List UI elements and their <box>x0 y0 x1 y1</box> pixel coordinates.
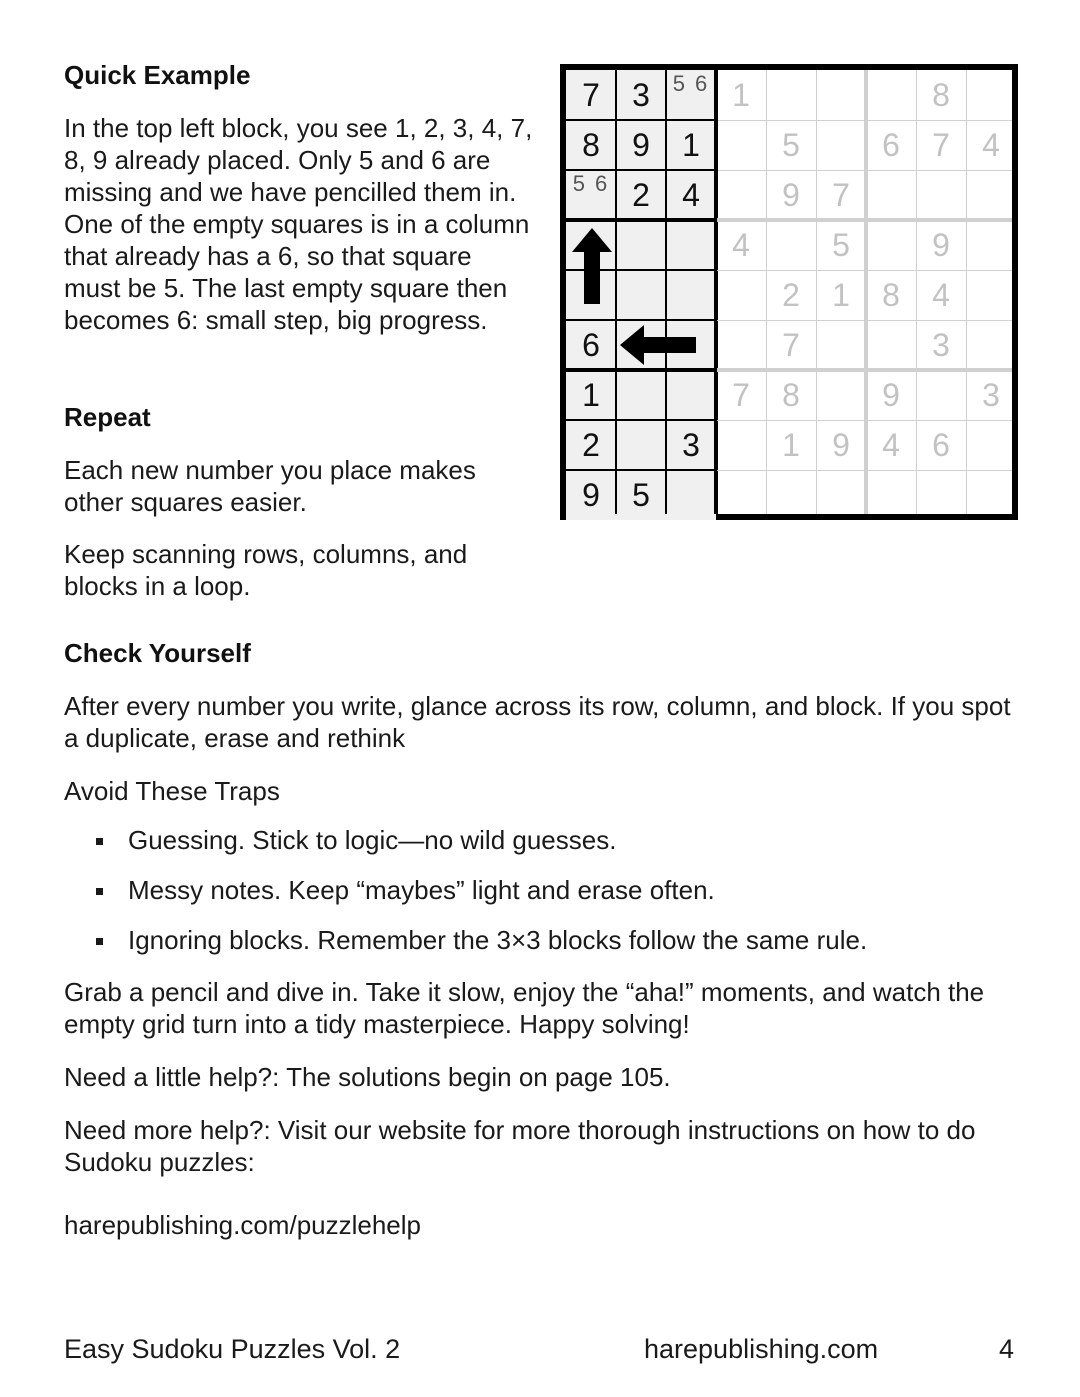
sudoku-cell[interactable] <box>716 170 766 220</box>
cell-digit: 1 <box>782 427 800 463</box>
cell-digit: 8 <box>932 77 950 113</box>
cell-digit: 1 <box>832 277 850 313</box>
sudoku-cell[interactable] <box>866 320 916 370</box>
sudoku-cell[interactable] <box>766 120 816 170</box>
grid-line <box>714 70 718 514</box>
sudoku-cell[interactable] <box>666 370 716 420</box>
sudoku-cell[interactable] <box>616 170 666 220</box>
sudoku-cell[interactable] <box>566 470 616 520</box>
sudoku-cell[interactable] <box>766 70 816 120</box>
cell-digit: 9 <box>832 427 850 463</box>
cell-digit: 9 <box>932 227 950 263</box>
cell-digit: 8 <box>882 277 900 313</box>
sudoku-cell[interactable] <box>916 70 966 120</box>
sudoku-cell[interactable] <box>716 320 766 370</box>
cell-digit: 4 <box>732 227 750 263</box>
cell-digit: 3 <box>632 77 650 113</box>
sudoku-cell[interactable] <box>966 470 1016 520</box>
sudoku-cell[interactable] <box>866 70 916 120</box>
sudoku-cell[interactable] <box>916 320 966 370</box>
grid-line <box>717 470 1012 471</box>
trap-text: Guessing. Stick to logic—no wild guesses. <box>128 825 617 855</box>
footer-book-title: Easy Sudoku Puzzles Vol. 2 <box>64 1334 401 1364</box>
sudoku-cell[interactable] <box>716 270 766 320</box>
cell-digit: 9 <box>582 477 600 513</box>
cell-digit: 7 <box>582 77 600 113</box>
cell-digit: 7 <box>732 377 750 413</box>
square-bullet-icon <box>96 938 103 945</box>
sudoku-cell[interactable] <box>866 370 916 420</box>
cell-digit: 1 <box>732 77 750 113</box>
grid-line <box>717 420 1012 421</box>
sudoku-cell[interactable] <box>766 370 816 420</box>
sudoku-cell[interactable] <box>766 320 816 370</box>
cell-digit: 5 <box>832 227 850 263</box>
sudoku-cell[interactable] <box>866 170 916 220</box>
sudoku-cell[interactable] <box>716 70 766 120</box>
sudoku-cell[interactable] <box>566 370 616 420</box>
up-arrow-icon <box>570 226 614 306</box>
grid-line <box>816 70 817 514</box>
sudoku-cell[interactable] <box>616 120 666 170</box>
sudoku-cell[interactable] <box>866 270 916 320</box>
cell-digit: 7 <box>932 127 950 163</box>
sudoku-cell[interactable] <box>666 70 716 120</box>
sudoku-cell[interactable] <box>966 220 1016 270</box>
sudoku-cell[interactable] <box>966 120 1016 170</box>
sudoku-cell[interactable] <box>566 320 616 370</box>
footer-site[interactable]: harepublishing.com <box>644 1334 879 1364</box>
grid-line <box>566 469 716 471</box>
sudoku-cell[interactable] <box>716 120 766 170</box>
grid-line <box>566 319 716 321</box>
sudoku-cell[interactable] <box>866 470 916 520</box>
cell-digit: 4 <box>982 127 1000 163</box>
sudoku-cell[interactable] <box>616 470 666 520</box>
sudoku-cell[interactable] <box>816 70 866 120</box>
trap-text: Ignoring blocks. Remember the 3×3 blocks follow the same rule. <box>128 925 868 955</box>
cell-digit: 6 <box>932 427 950 463</box>
sudoku-cell[interactable] <box>816 170 866 220</box>
sudoku-cell[interactable] <box>766 420 816 470</box>
grid-line <box>566 218 716 222</box>
footer-page-number: 4 <box>999 1334 1015 1364</box>
grid-line <box>864 70 868 514</box>
repeat-heading: Repeat <box>64 402 151 432</box>
sudoku-cell[interactable] <box>716 370 766 420</box>
closing-paragraph: Grab a pencil and dive in. Take it slow, enjoy the “aha!” moments, and watch the empty grid turn into a tidy masterpiece. Happy solving! <box>64 977 985 1039</box>
sudoku-cell[interactable] <box>766 470 816 520</box>
help-url-link[interactable]: harepublishing.com/puzzlehelp <box>64 1210 422 1240</box>
cell-digit: 9 <box>782 177 800 213</box>
grid-line <box>615 70 617 514</box>
square-bullet-icon <box>96 888 103 895</box>
sudoku-cell[interactable] <box>616 270 666 320</box>
grid-line <box>566 169 716 171</box>
sudoku-cell[interactable] <box>666 170 716 220</box>
sudoku-cell[interactable] <box>666 470 716 520</box>
sudoku-cell[interactable] <box>566 70 616 120</box>
cell-digit: 1 <box>682 127 700 163</box>
traps-list <box>96 824 1026 974</box>
sudoku-cell[interactable] <box>816 220 866 270</box>
sudoku-cell[interactable] <box>916 370 966 420</box>
grid-line <box>916 70 917 514</box>
sudoku-cell[interactable] <box>966 270 1016 320</box>
help-paragraph-1: Need a little help?: The solutions begin on page 105. <box>64 1062 671 1092</box>
list-item <box>96 874 1026 906</box>
list-item <box>96 924 1026 956</box>
sudoku-cell[interactable] <box>566 420 616 470</box>
sudoku-cell[interactable] <box>666 120 716 170</box>
cell-digit: 5 <box>632 477 650 513</box>
trap-text: Messy notes. Keep “maybes” light and erase often. <box>128 875 715 905</box>
left-arrow-icon <box>618 323 698 367</box>
grid-line <box>566 119 716 121</box>
help-paragraph-2: Need more help?: Visit our website for more thorough instructions on how to do Sudoku puzzles: <box>64 1115 976 1177</box>
cell-digit: 3 <box>682 427 700 463</box>
sudoku-cell[interactable] <box>816 420 866 470</box>
cell-digit: 2 <box>582 427 600 463</box>
sudoku-cell[interactable] <box>966 170 1016 220</box>
cell-digit: 7 <box>832 177 850 213</box>
sudoku-cell[interactable] <box>666 270 716 320</box>
sudoku-cell[interactable] <box>616 420 666 470</box>
grid-line <box>566 368 716 372</box>
sudoku-cell[interactable] <box>866 120 916 170</box>
cell-digit: 2 <box>632 177 650 213</box>
sudoku-cell[interactable] <box>666 220 716 270</box>
quick-example-body: In the top left block, you see 1, 2, 3, 4, 7, 8, 9 already placed. Only 5 and 6 are missing and we have pencilled them in. One of the empty squares is in a column that already has a 6, so that square must be 5. The last empty square then becomes 6: small step, big progress. <box>64 113 533 335</box>
sudoku-cell[interactable] <box>766 220 816 270</box>
sudoku-cell[interactable] <box>766 270 816 320</box>
grid-line <box>665 70 667 514</box>
sudoku-cell[interactable] <box>916 470 966 520</box>
sudoku-cell[interactable] <box>916 220 966 270</box>
sudoku-cell[interactable] <box>866 220 916 270</box>
sudoku-cell[interactable] <box>916 270 966 320</box>
cell-digit: 4 <box>882 427 900 463</box>
sudoku-cell[interactable] <box>966 370 1016 420</box>
sudoku-cell[interactable] <box>966 420 1016 470</box>
sudoku-cell[interactable] <box>816 270 866 320</box>
sudoku-cell[interactable] <box>816 120 866 170</box>
sudoku-cell[interactable] <box>816 470 866 520</box>
sudoku-cell[interactable] <box>616 220 666 270</box>
grid-line <box>717 368 1012 372</box>
cell-digit: 3 <box>932 327 950 363</box>
pencil-mark: 5 6 <box>672 71 710 96</box>
cell-digit: 8 <box>582 127 600 163</box>
quick-example-heading: Quick Example <box>64 60 251 90</box>
cell-digit: 8 <box>782 377 800 413</box>
grid-line <box>766 70 767 514</box>
sudoku-cell[interactable] <box>616 70 666 120</box>
repeat-paragraph-1: Each new number you place makes other squares easier. <box>64 455 476 517</box>
cell-digit: 9 <box>632 127 650 163</box>
grid-line <box>566 419 716 421</box>
list-item <box>96 824 1026 856</box>
cell-digit: 1 <box>582 377 600 413</box>
sudoku-cell[interactable] <box>616 370 666 420</box>
sudoku-cell[interactable] <box>816 370 866 420</box>
pencil-mark: 5 6 <box>572 171 610 196</box>
sudoku-cell[interactable] <box>716 420 766 470</box>
check-yourself-body: After every number you write, glance across its row, column, and block. If you spot a duplicate, erase and rethink <box>64 691 1011 753</box>
sudoku-cell[interactable] <box>916 420 966 470</box>
sudoku-cell[interactable] <box>966 70 1016 120</box>
cell-digit: 6 <box>882 127 900 163</box>
cell-digit: 2 <box>782 277 800 313</box>
sudoku-cell[interactable] <box>816 320 866 370</box>
sudoku-cell[interactable] <box>916 120 966 170</box>
cell-digit: 9 <box>882 377 900 413</box>
sudoku-cell[interactable] <box>716 470 766 520</box>
sudoku-cell[interactable] <box>666 420 716 470</box>
sudoku-cell[interactable] <box>966 320 1016 370</box>
cell-digit: 7 <box>782 327 800 363</box>
cell-digit: 4 <box>682 177 700 213</box>
check-yourself-heading: Check Yourself <box>64 638 251 668</box>
cell-digit: 5 <box>782 127 800 163</box>
cell-digit: 6 <box>582 327 600 363</box>
sudoku-grid <box>560 64 1018 520</box>
sudoku-cell[interactable] <box>916 170 966 220</box>
sudoku-cell[interactable] <box>716 220 766 270</box>
sudoku-cell[interactable] <box>766 170 816 220</box>
sudoku-cell[interactable] <box>566 120 616 170</box>
traps-intro: Avoid These Traps <box>64 776 280 806</box>
cell-digit: 4 <box>932 277 950 313</box>
sudoku-cell[interactable] <box>566 170 616 220</box>
cell-digit: 3 <box>982 377 1000 413</box>
repeat-paragraph-2: Keep scanning rows, columns, and blocks in a loop. <box>64 539 468 601</box>
sudoku-cell[interactable] <box>866 420 916 470</box>
grid-line <box>966 70 967 514</box>
square-bullet-icon <box>96 838 103 845</box>
